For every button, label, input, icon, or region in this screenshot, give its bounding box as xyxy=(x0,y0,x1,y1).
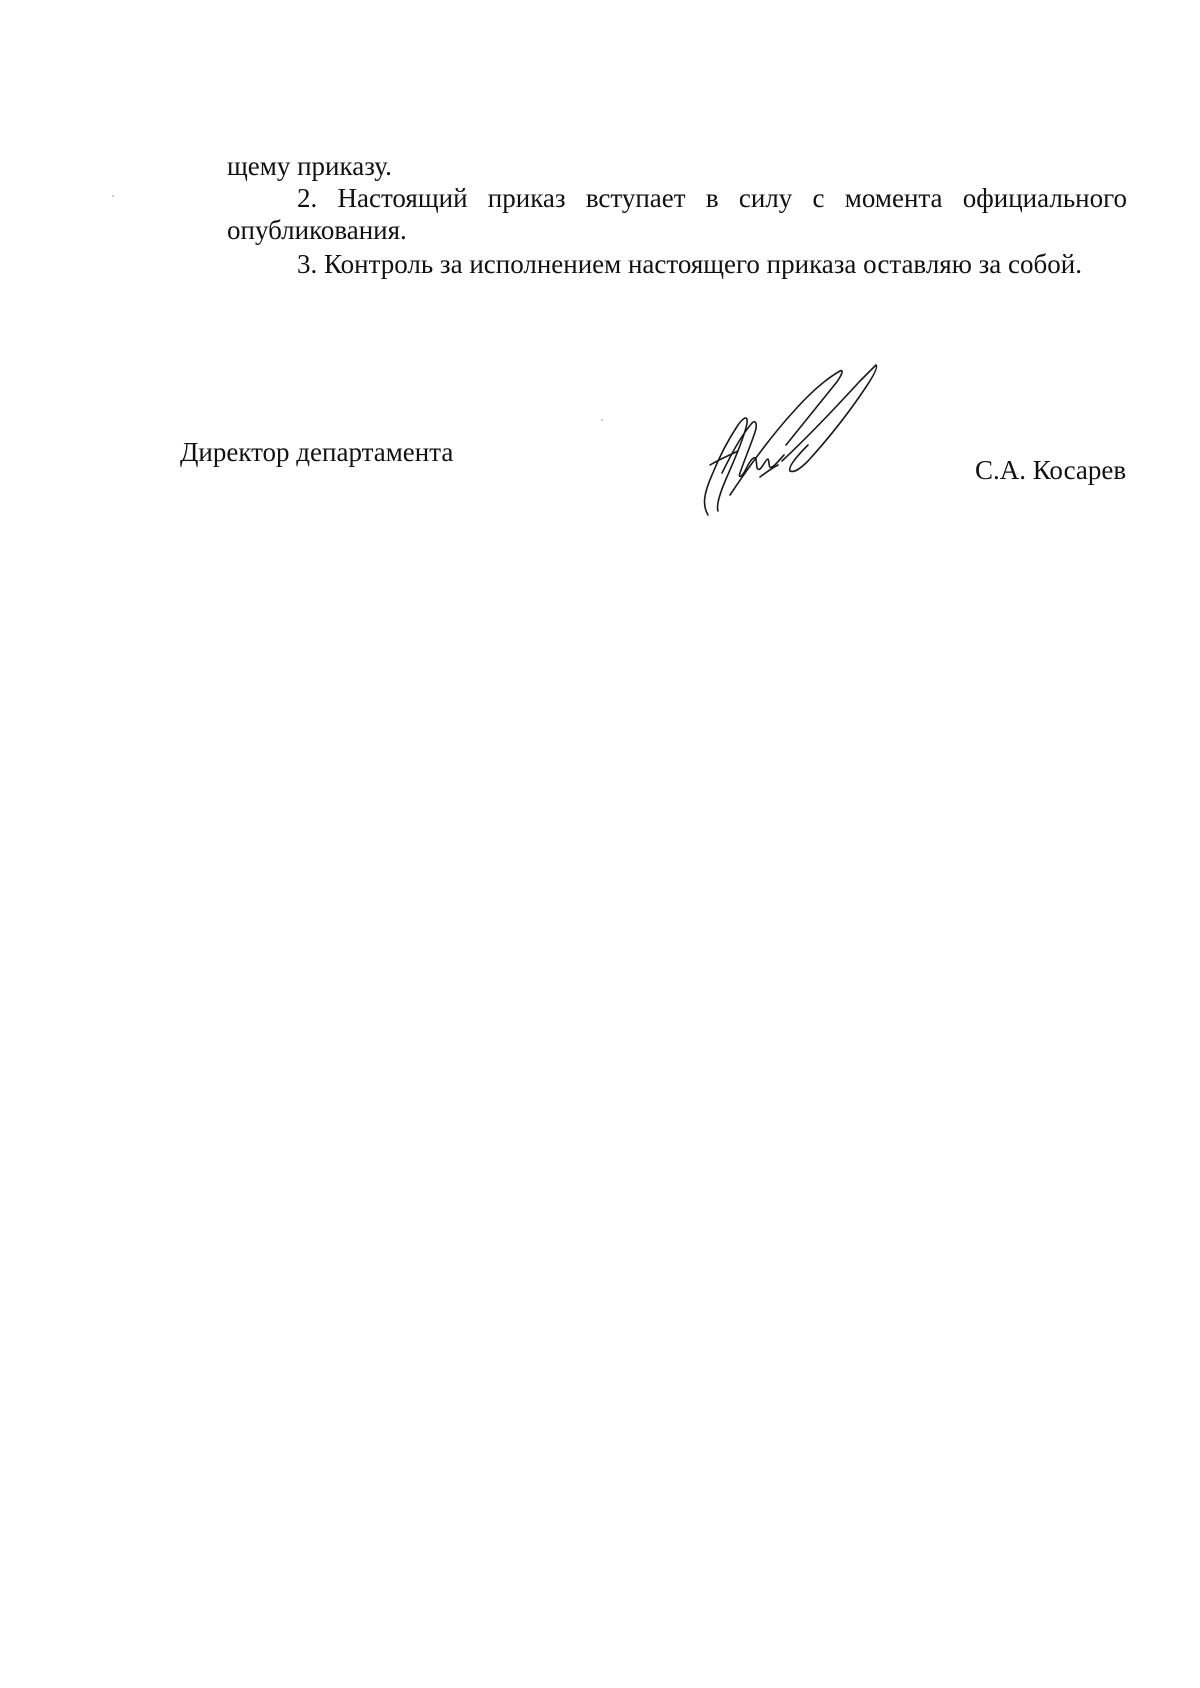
paragraph-3-text: 3. Контроль за исполнением настоящего приказа оставляю за собой. xyxy=(297,249,1082,279)
paragraph-2-line-2: опубликования. xyxy=(227,215,407,245)
order-text xyxy=(227,150,1127,280)
paragraph-2-line-1: 2. Настоящий приказ вступает в силу с момента официального xyxy=(297,183,1127,213)
signature-stroke-4 xyxy=(730,371,842,495)
scan-speck xyxy=(112,195,114,197)
paragraph-1-tail-text: щему приказу. xyxy=(227,151,392,181)
paragraph-3 xyxy=(227,248,1127,280)
signature-stroke-5 xyxy=(782,365,877,472)
scan-speck xyxy=(601,419,603,421)
paragraph-2 xyxy=(227,182,1127,246)
signatory-name: С.А. Косарев xyxy=(975,455,1127,485)
paragraph-1-tail xyxy=(227,150,1127,182)
signatory-title: Директор департамента xyxy=(180,437,454,467)
handwritten-signature xyxy=(690,355,930,525)
